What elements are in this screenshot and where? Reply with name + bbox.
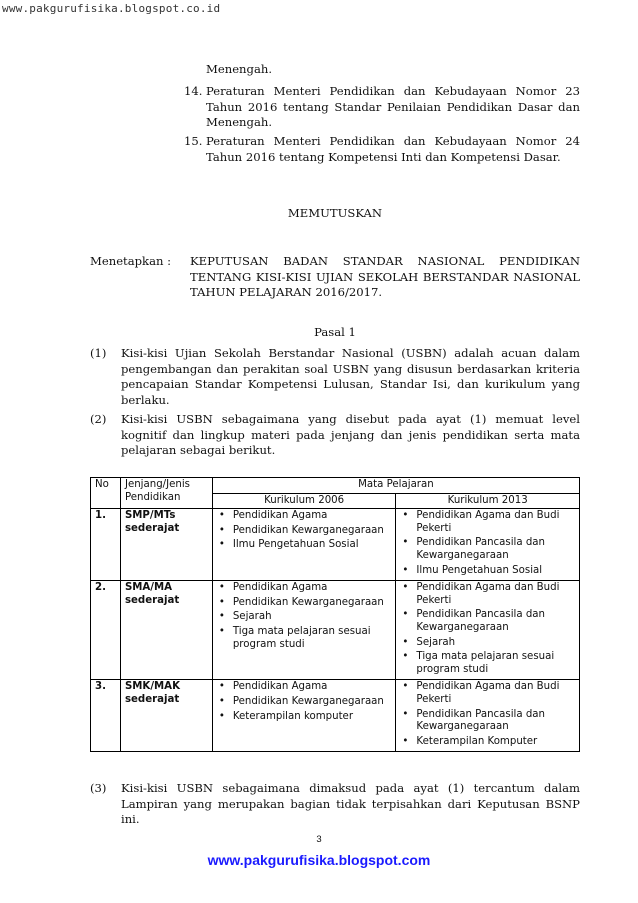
subject-item: • Ilmu Pengetahuan Sosial <box>217 539 392 552</box>
subject-item: • Pendidikan Kewarganegaraan <box>217 525 392 538</box>
table-row <box>91 680 580 752</box>
row-no: 3. <box>91 680 121 752</box>
row-no: 2. <box>91 581 121 680</box>
subject-item: • Ilmu Pengetahuan Sosial <box>400 565 575 578</box>
page-number: 3 <box>316 834 322 845</box>
footer-url[interactable]: www.pakgurufisika.blogspot.com <box>207 852 431 868</box>
table-row <box>91 509 580 581</box>
row-k2013 <box>396 509 580 581</box>
ayat-text: Kisi-kisi USBN sebagaimana yang disebut pada ayat (1) memuat level kognitif dan lingkup materi pada jenjang dan jenis pendidikan serta mata pelajaran sebagai berikut. <box>121 412 580 458</box>
row-k2013 <box>396 680 580 752</box>
subject-item: • Pendidikan Agama dan Budi Pekerti <box>400 681 575 706</box>
list-item-number: 14. <box>184 84 203 98</box>
ayat-text: Kisi-kisi Ujian Sekolah Berstandar Nasional (USBN) adalah acuan dalam pengembangan dan perakitan soal USBN yang disusun berdasarkan kriteria pencapaian Standar Kompetensi Lulusan, Standar Isi, dan kurikulum yang berlaku. <box>121 346 580 407</box>
subject-item: • Pendidikan Agama <box>217 510 392 523</box>
subject-item: • Pendidikan Pancasila dan Kewarganegaraan <box>400 609 575 634</box>
ayat-text: Kisi-kisi USBN sebagaimana dimaksud pada ayat (1) tercantum dalam Lampiran yang merupakan bagian tidak terpisahkan dari Keputusan BSNP ini. <box>121 781 580 827</box>
subject-item: • Keterampilan komputer <box>217 711 392 724</box>
subject-item: • Pendidikan Pancasila dan Kewarganegaraan <box>400 709 575 734</box>
subject-item: • Tiga mata pelajaran sesuai program studi <box>400 651 575 676</box>
kisi-table <box>90 477 580 752</box>
header-kurikulum-2013: Kurikulum 2013 <box>396 493 580 509</box>
subject-item: • Pendidikan Agama dan Budi Pekerti <box>400 510 575 535</box>
table-row <box>91 581 580 680</box>
watermark-url: www.pakgurufisika.blogspot.co.id <box>2 2 221 15</box>
ayat-number: (1) <box>90 346 107 360</box>
row-jenjang: SMP/MTs sederajat <box>120 509 212 581</box>
header-no: No <box>91 478 121 509</box>
row-k2006 <box>212 581 396 680</box>
subject-item: • Sejarah <box>400 637 575 650</box>
ayat-number: (2) <box>90 412 107 426</box>
subject-item: • Tiga mata pelajaran sesuai program studi <box>217 626 392 651</box>
row-no: 1. <box>91 509 121 581</box>
menetapkan-label: Menetapkan : <box>90 254 172 268</box>
header-kurikulum-2006: Kurikulum 2006 <box>212 493 396 509</box>
subject-item: • Pendidikan Kewarganegaraan <box>217 597 392 610</box>
row-k2006 <box>212 680 396 752</box>
subject-item: • Keterampilan Komputer <box>400 736 575 749</box>
row-k2006 <box>212 509 396 581</box>
ayat-number: (3) <box>90 781 107 795</box>
header-mata-pelajaran: Mata Pelajaran <box>212 478 579 494</box>
list-item-text: Peraturan Menteri Pendidikan dan Kebudayaan Nomor 24 Tahun 2016 tentang Kompetensi Inti dan Kompetensi Dasar. <box>206 134 580 164</box>
subject-item: • Pendidikan Agama dan Budi Pekerti <box>400 582 575 607</box>
pasal-title: Pasal 1 <box>314 325 356 339</box>
row-jenjang: SMK/MAK sederajat <box>120 680 212 752</box>
subject-item: • Sejarah <box>217 611 392 624</box>
subject-item: • Pendidikan Agama <box>217 582 392 595</box>
list-item-text: Peraturan Menteri Pendidikan dan Kebudayaan Nomor 23 Tahun 2016 tentang Standar Penilaian Pendidikan Dasar dan Menengah. <box>206 84 580 130</box>
row-k2013 <box>396 581 580 680</box>
subject-item: • Pendidikan Kewarganegaraan <box>217 696 392 709</box>
memutuskan-heading: MEMUTUSKAN <box>287 206 383 220</box>
subject-item: • Pendidikan Pancasila dan Kewarganegaraan <box>400 537 575 562</box>
list-item-number: 15. <box>184 134 203 148</box>
header-jenjang: Jenjang/Jenis Pendidikan <box>120 478 212 509</box>
subject-item: • Pendidikan Agama <box>217 681 392 694</box>
continued-line: Menengah. <box>206 62 273 76</box>
row-jenjang: SMA/MA sederajat <box>120 581 212 680</box>
menetapkan-text: KEPUTUSAN BADAN STANDAR NASIONAL PENDIDIKAN TENTANG KISI-KISI UJIAN SEKOLAH BERSTANDAR NASIONAL TAHUN PELAJARAN 2016/2017. <box>190 254 580 300</box>
